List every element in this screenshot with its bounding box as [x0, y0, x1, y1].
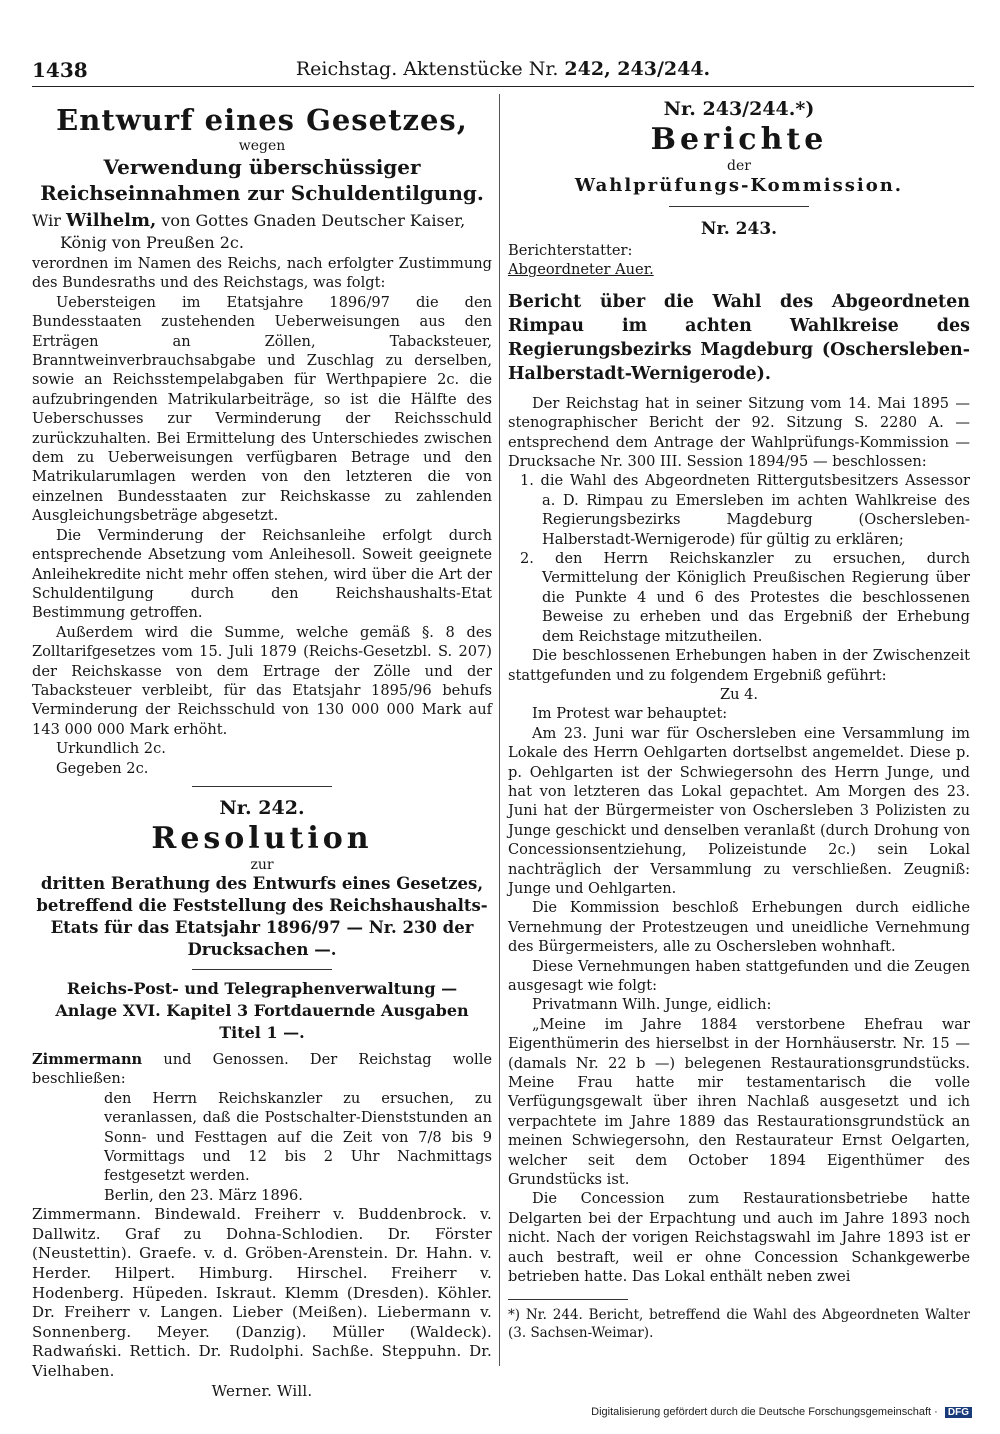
draft-paragraph-3: Außerdem wird die Summe, welche gemäß §. 8 des Zolltarifgesetzes vom 15. Juli 1879 (Reichs-Gesetzbl. S. 207) der Reichskasse von dem Ertrage der Zölle und der Tabacksteuer verbleibt, für das Etatsjahr 1895/96 behufs Verminderung der Reichsschuld von 130 000 000 Mark auf 143 000 000 Mark erhöht.	[32, 623, 492, 738]
dfg-logo: DFG	[945, 1407, 972, 1418]
footnote: *) Nr. 244. Bericht, betreffend die Wahl des Abgeordneten Walter (3. Sachsen-Weimar).	[508, 1306, 970, 1341]
commission-decision: Die Kommission beschloß Erhebungen durch eidliche Vernehmung der Protestzeugen und uneidliche Vernehmung des Bürgermeisters, alle zu Oschersleben wohnhaft.	[508, 899, 970, 956]
reporter-name: Abgeordneter Auer.	[508, 261, 654, 279]
section-rule	[192, 786, 332, 787]
section-line-3: Titel 1 —.	[219, 1022, 305, 1042]
motion-text: den Herrn Reichskanzler zu ersuchen, zu veranlassen, daß die Postschalter-Dienststunden an Sonn- und Festtagen auf die Zeit von 7/8 bis 9 Vormittags und 12 bis 2 Uhr Nachmittags festgesetzt werden.	[104, 1089, 492, 1185]
resolution-title: Resolution	[151, 820, 373, 856]
zu-4-heading: Zu 4.	[719, 685, 759, 703]
emperor-title: von Gottes Gnaden Deutscher Kaiser,	[161, 211, 466, 230]
dfg-credit	[591, 1406, 972, 1418]
motion-intro-text: und Genossen. Der Reichstag wolle beschließen:	[32, 1050, 493, 1088]
footnote-rule	[508, 1299, 628, 1300]
running-title-numbers: 242, 243/244.	[564, 58, 711, 80]
decree-intro: verordnen im Namen des Reichs, nach erfolgter Zustimmung des Bundesraths und des Reichstags, was folgt:	[32, 255, 492, 292]
report-title: Bericht über die Wahl des Abgeordneten Rimpau im achten Wahlkreise des Regierungsbezirks Magdeburg (Oschersleben-Halberstadt-Wernigerode).	[508, 291, 970, 384]
left-column	[32, 96, 493, 1400]
dfg-credit-text: Digitalisierung gefördert durch die Deutsche Forschungsgemeinschaft ·	[591, 1406, 938, 1418]
draft-wegen: wegen	[238, 138, 286, 154]
protest-text: Am 23. Juni war für Oschersleben eine Versammlung im Lokale des Herrn Oehlgarten dortselbst angemeldet. Diese p. p. Oehlgarten ist der Schwiegersohn des Herrn Junge, und hat von letzteren das Lokal gepachtet. Am Morgen des 23. Juni hat der Bürgermeister von Oschersleben 3 Polizisten zu Junge geschickt und denselben veranlaßt (durch Drohung von Concessionsentziehung, Polizeistunde 2c.) sein Lokal nachträglich der Versammlung zu verschließen. Zeugniß: Junge und Oehlgarten.	[508, 724, 970, 897]
hearings-paragraph: Diese Vernehmungen haben stattgefunden und die Zeugen ausgesagt wie folgt:	[508, 957, 970, 994]
closing-gegeben: Gegeben 2c.	[56, 759, 149, 777]
emperor-line-1	[32, 210, 492, 232]
protest-label: Im Protest war behauptet:	[532, 705, 728, 723]
running-title	[32, 58, 974, 80]
testimony-paragraph-1: „Meine im Jahre 1884 verstorbene Ehefrau war Eigenthümerin des hierselbst in der Hornhäuserstr. Nr. 15 — (damals Nr. 22 b —) belegenen Restaurationsgrundstücks. Meine Frau hatte mir testamentarisch die volle Verfügungsgewalt über ihren Nachlaß ausgesetzt und ich verpachtete im Jahre 1889 das Restaurationsgrundstück an meinen Schwiegersohn, den Restaurateur Ernst Oelgarten, welcher seit dem October 1894 Eigenthümer des Grundstücks ist.	[508, 1015, 970, 1189]
resolution-zur: zur	[250, 856, 274, 873]
reports-title: Berichte	[650, 122, 828, 157]
page-header	[32, 56, 974, 87]
emperor-name: Wilhelm,	[66, 210, 157, 231]
column-divider	[499, 94, 500, 1366]
reporter-label: Berichterstatter:	[508, 242, 633, 259]
section-rule-3	[669, 206, 809, 207]
witness-name: Privatmann Wilh. Junge, eidlich:	[532, 996, 772, 1014]
nr-242-heading: Nr. 242.	[219, 796, 305, 819]
section-title: Reichs-Post- und Telegraphenverwaltung —	[66, 978, 458, 998]
nr-243-heading: Nr. 243.	[700, 219, 778, 239]
page-number: 1438	[32, 58, 88, 82]
nr-243-244-heading: Nr. 243/244.*)	[663, 98, 815, 120]
draft-paragraph-2: Die Verminderung der Reichsanleihe erfolgt durch entsprechende Absetzung vom Anleihesoll. Soweit geeignete Anleihekredite nicht mehr offen stehen, wird über die Art der Schuldentilgung durch den Reichshaushalts-Etat Bestimmung getroffen.	[32, 526, 492, 622]
resolution-item-2: 2. den Herrn Reichskanzler zu ersuchen, durch Vermittelung der Königlich Preußischen Regierung über die Punkte 4 und 6 des Protestes die beschlossenen Beweise zu erheben und das Ergebniß der Erhebung dem Reichstage mitzutheilen.	[520, 550, 970, 645]
draft-paragraph-1: Uebersteigen im Etatsjahre 1896/97 die den Bundesstaaten zustehenden Ueberweisungen aus den Erträgen an Zöllen, Tabacksteuer, Branntweinverbrauchsabgabe und Zuschlag zu derselben, sowie an Reichsstempelabgaben für Werthpapiere 2c. die aufzubringenden Matrikularbeiträge, so ist die Hälfte des Ueberschusses zur Verminderung der Reichsschuld zurückzuhalten. Bei Ermittelung des Unterschiedes zwischen dem zu Ueberweisungen verfügbaren Betrage und den Matrikularumlagen werden von den letzteren die von einzelnen Bundesstaaten zur Reichskasse zu zahlenden Ausgleichungsbeträge abgesetzt.	[32, 293, 492, 525]
motion-intro	[32, 1050, 492, 1089]
report-intro: Der Reichstag hat in seiner Sitzung vom 14. Mai 1895 — stenographischer Bericht der 92. Sitzung S. 2280 A. — entsprechend dem Antrage der Wahlprüfungs-Kommission — Drucksache Nr. 300 III. Session 1894/95 — beschlossen:	[508, 394, 970, 471]
resolution-item-1: 1. die Wahl des Abgeordneten Rittergutsbesitzers Assessor a. D. Rimpau zu Emersleben im achten Wahlkreise des Regierungsbezirks Magdeburg (Oschersleben-Halberstadt-Wernigerode) für gültig zu erklären;	[520, 472, 970, 548]
resolution-subject: dritten Berathung des Entwurfs eines Gesetzes, betreffend die Feststellung des Reichshaushalts-Etats für das Etatsjahr 1896/97 — Nr. 230 der Drucksachen —.	[36, 873, 488, 959]
motion-author: Zimmermann	[32, 1050, 143, 1068]
section-rule-2	[192, 969, 332, 970]
section-line-2: Anlage XVI. Kapitel 3 Fortdauernde Ausgaben	[55, 1000, 469, 1020]
commission-name: Wahlprüfungs-Kommission.	[574, 175, 904, 196]
testimony-paragraph-2: Die Concession zum Restaurationsbetriebe hatte Delgarten bei der Erpachtung und auch im Jahre 1893 noch nicht. Nach der vorigen Reichstagswahl im Jahre 1893 ist er auch bestraft, weil er ohne Concession Schankgewerbe betrieben hatte. Das Lokal enthält neben zwei	[508, 1190, 970, 1286]
draft-title: Entwurf eines Gesetzes,	[56, 103, 468, 137]
emperor-line-2: König von Preußen 2c.	[60, 233, 244, 252]
inquiries-paragraph: Die beschlossenen Erhebungen haben in der Zwischenzeit stattgefunden und zu folgendem Ergebniß geführt:	[508, 647, 970, 684]
reports-der: der	[727, 158, 751, 174]
motion-date: Berlin, den 23. März 1896.	[104, 1186, 303, 1204]
running-title-prefix: Reichstag. Aktenstücke Nr.	[295, 58, 559, 80]
signatories-last: Werner. Will.	[211, 1381, 313, 1400]
closing-urkundlich: Urkundlich 2c.	[56, 740, 166, 758]
right-column	[508, 96, 970, 1341]
emperor-prefix: Wir	[32, 211, 61, 230]
signatories-list: Zimmermann. Bindewald. Freiherr v. Buddenbrock. v. Dallwitz. Graf zu Dohna-Schlodien. Dr. Förster (Neustettin). Graefe. v. d. Gröben-Arenstein. Dr. Hahn. v. Herder. Hilpert. Himburg. Hirschel. Freiherr v. Hodenberg. Hüpeden. Iskraut. Klemm (Dresden). Köhler. Dr. Freiherr v. Langen. Lieber (Meißen). Liebermann v. Sonnenberg. Meyer. (Danzig). Müller (Waldeck). Radwański. Rettich. Dr. Rudolphi. Sachße. Steppuhn. Dr. Vielhaben.	[32, 1205, 492, 1380]
draft-subject: Verwendung überschüssiger Reichseinnahmen zur Schuldentilgung.	[40, 155, 484, 205]
signatories	[32, 1205, 492, 1401]
